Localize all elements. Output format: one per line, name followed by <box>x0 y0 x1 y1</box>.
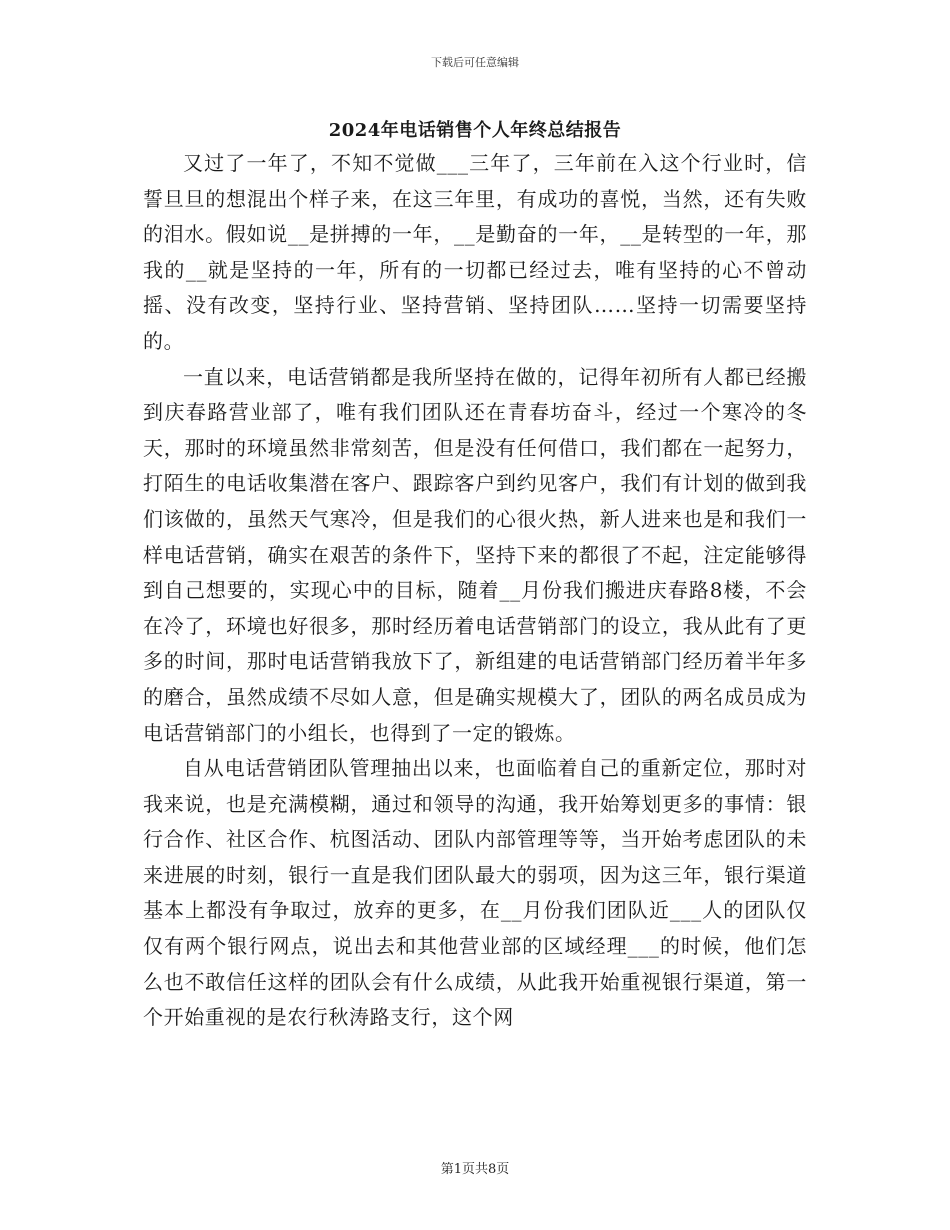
paragraph-3: 自从电话营销团队管理抽出以来，也面临着自己的重新定位，那时对我来说，也是充满模糊，通过和领导的沟通，我开始筹划更多的事情：银行合作、社区合作、杭图活动、团队内部管理等等，当开始考虑团队的未来进展的时刻，银行一直是我们团队最大的弱项，因为这三年，银行渠道基本上都没有争取过，放弃的更多，在__月份我们团队近___人的团队仅仅有两个银行网点，说出去和其他营业部的区域经理___的时候，他们怎么也不敢信任这样的团队会有什么成绩，从此我开始重视银行渠道，第一个开始重视的是农行秋涛路支行，这个网 <box>143 756 807 1030</box>
document-body <box>143 146 807 1036</box>
paragraph-2: 一直以来，电话营销都是我所坚持在做的，记得年初所有人都已经搬到庆春路营业部了，唯有我们团队还在青春坊奋斗，经过一个寒冷的冬天，那时的环境虽然非常刻苦，但是没有任何借口，我们都在一起努力，打陌生的电话收集潜在客户、跟踪客户到约见客户，我们有计划的做到我们该做的，虽然天气寒冷，但是我们的心很火热，新人进来也是和我们一样电话营销，确实在艰苦的条件下，坚持下来的都很了不起，注定能够得到自己想要的，实现心中的目标，随着__月份我们搬进庆春路8楼，不会在冷了，环境也好很多，那时经历着电话营销部门的设立，我从此有了更多的时间，那时电话营销我放下了，新组建的电话营销部门经历着半年多的磨合，虽然成绩不尽如人意，但是确实规模大了，团队的两名成员成为电话营销部门的小组长，也得到了一定的锻炼。 <box>143 364 807 745</box>
header-note: 下载后可任意编辑 <box>431 56 519 69</box>
page-number: 第1页共8页 <box>440 1162 510 1177</box>
paragraph-1: 又过了一年了，不知不觉做___三年了，三年前在入这个行业时，信誓旦旦的想混出个样子来，在这三年里，有成功的喜悦，当然，还有失败的泪水。假如说__是拼搏的一年，__是勤奋的一年，__是转型的一年，那我的__就是坚持的一年，所有的一切都已经过去，唯有坚持的心不曾动摇、没有改变，坚持行业、坚持营销、坚持团队……坚持一切需要坚持的。 <box>143 151 807 353</box>
document-title: 2024年电话销售个人年终总结报告 <box>328 120 622 141</box>
